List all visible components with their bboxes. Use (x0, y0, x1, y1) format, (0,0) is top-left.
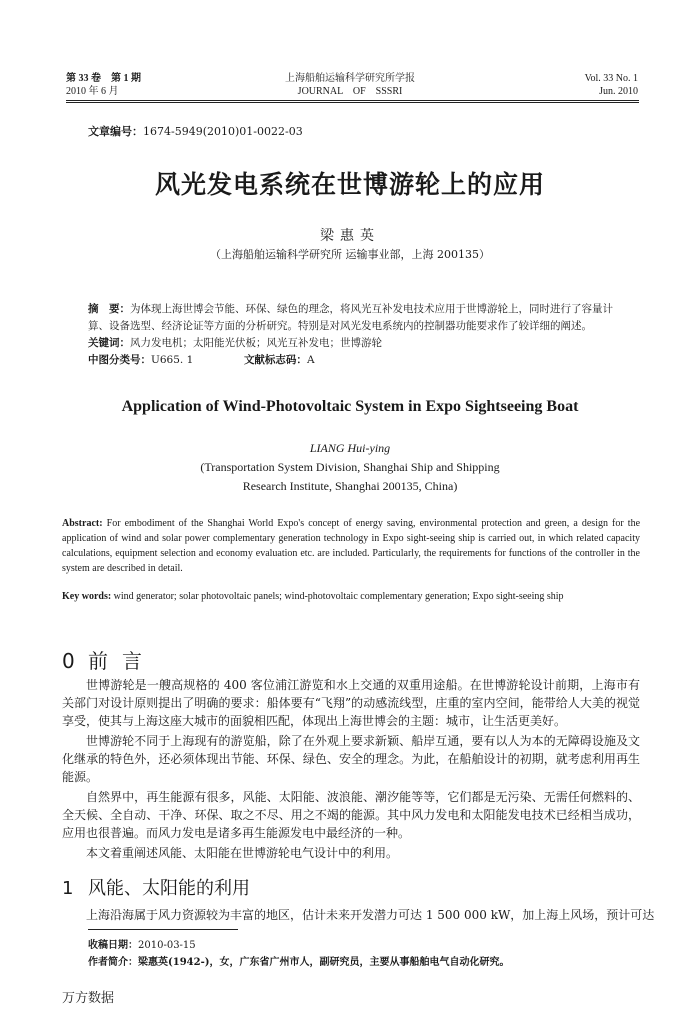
section-0-heading (62, 645, 156, 674)
section-1-heading (62, 874, 250, 900)
author-bio: 梁惠英(1942-)，女，广东省广州市人，副研究员，主要从事船舶电气自动化研究。 (138, 957, 510, 968)
header-rule (66, 100, 639, 101)
keywords-cn-text: 风力发电机；太阳能光伏板；风光互补发电；世博游轮 (130, 337, 382, 349)
section-0-paragraph-2: 世博游轮不同于上海现有的游览船，除了在外观上要求新颖、船岸互通，要有以人为本的无障碍设施及文化继承的特色外，还必须体现出节能、环保、绿色、安全的理念。为此，在船舶设计的初期，就考虑利用再生能源。 (62, 734, 640, 784)
keywords-cn (88, 336, 640, 351)
author-name-cn: 梁惠英 (320, 228, 380, 244)
clc-label: 中图分类号： (88, 354, 151, 366)
article-number (88, 123, 303, 139)
author-name-en: LIANG Hui-ying (309, 441, 391, 455)
abstract-en (62, 516, 640, 576)
doc-code-value: A (306, 354, 315, 366)
header-rule-thin (66, 102, 639, 103)
article-number-label: 文章编号： (88, 125, 143, 138)
journal-volume-en (585, 72, 638, 98)
section-0-paragraph-1: 世博游轮是一艘高规格的 400 客位浦江游览和水上交通的双重用途船。在世博游轮设计前期，上海市有关部门对设计原则提出了明确的要求：船体要有“飞翔”的动感流线型，庄重的室内空间，能带给人大美的视觉享受，使其与上海这座大城市的面貌相匹配，体现出上海世博会的主题：城市，让生活更美好。 (62, 678, 640, 728)
volume-issue: 第 33 卷 第 1 期 (66, 73, 141, 84)
section-1-paragraph-1: 上海沿海属于风力资源较为丰富的地区，估计未来开发潜力可达 1 500 000 kW，加上海上风场，预计可达 (86, 908, 655, 922)
paper-title-en: Application of Wind-Photovoltaic System in Expo Sightseeing Boat (121, 398, 579, 415)
section-0-paragraph-3: 自然界中，再生能源有很多，风能、太阳能、波浪能、潮汐能等等，它们都是无污染、无需任何燃料的、全天候、全自动、干净、环保、取之不尽、用之不竭的能源。其中风力发电和太阳能发电技术已经相当成功，应用也很普遍。而风力发电是诸多再生能源发电中最经济的一种。 (62, 790, 640, 840)
classification-line (88, 353, 640, 368)
publication-date-en: Jun. 2010 (599, 86, 638, 97)
clc-value: U665. 1 (151, 354, 194, 366)
journal-name-cn: 上海船舶运输科学研究所学报 (285, 73, 415, 84)
wanfang-watermark: 万方数据 (62, 991, 115, 1006)
keywords-en-text: wind generator; solar photovoltaic panels; wind-photovoltaic complementary generation; Expo sight-seeing ship (113, 591, 564, 602)
keywords-en-label: Key words: (62, 591, 112, 602)
section-0-paragraph-4: 本文着重阐述风能、太阳能在世博游轮电气设计中的利用。 (86, 846, 399, 860)
keywords-cn-label: 关键词： (88, 337, 130, 349)
abstract-en-text: For embodiment of the Shanghai World Expo's concept of energy saving, environmental protection and green, a design for the application of wind and solar power complementary generation technology in Expo sight-seeing ship is carried out, in which related capacity calculations, equipment selection and economy evaluation etc. are included. Particularly, the requirements for functions of the controller in the system are described in detail. (62, 518, 641, 574)
affiliation-cn: （上海船舶运输科学研究所 运输事业部，上海 200135） (210, 248, 490, 261)
volume-number-en: Vol. 33 No. 1 (584, 73, 638, 84)
footnote-received (88, 936, 196, 951)
abstract-cn-text-2: 算、设备选型、经济论证等方面的分析研究。特别是对风光发电系统内的控制器功能要求作了较详细的阐述。 (88, 320, 592, 332)
section-0-title: 前言 (88, 649, 156, 673)
section-1-title: 风能、太阳能的利用 (88, 878, 250, 899)
abstract-cn-label: 摘 要： (88, 303, 130, 315)
abstract-cn-line1 (88, 302, 640, 317)
keywords-en (62, 589, 640, 604)
section-0-number: 0 (62, 649, 75, 673)
doc-code-label: 文献标志码： (243, 354, 307, 366)
journal-name-en: JOURNAL OF SSSRI (297, 86, 403, 97)
paper-title-cn: 风光发电系统在世博游轮上的应用 (154, 170, 545, 199)
article-number-value: 1674-5949(2010)01-0022-03 (143, 125, 303, 138)
affiliation-en-line2: Research Institute, Shanghai 200135, China) (242, 479, 458, 493)
received-date: 2010-03-15 (138, 940, 196, 951)
received-label: 收稿日期： (88, 940, 138, 951)
footnote-author (88, 953, 509, 968)
affiliation-en-line1: (Transportation System Division, Shanghai Ship and Shipping (200, 460, 500, 474)
author-bio-label: 作者简介： (88, 957, 138, 968)
publication-date-cn: 2010 年 6 月 (66, 86, 119, 97)
section-1-number: 1 (62, 878, 74, 899)
abstract-cn-text-1: 为体现上海世博会节能、环保、绿色的理念，将风光互补发电技术应用于世博游轮上，同时进行了容量计 (130, 303, 613, 315)
footnote-rule (88, 929, 238, 930)
abstract-en-label: Abstract: (62, 518, 103, 529)
